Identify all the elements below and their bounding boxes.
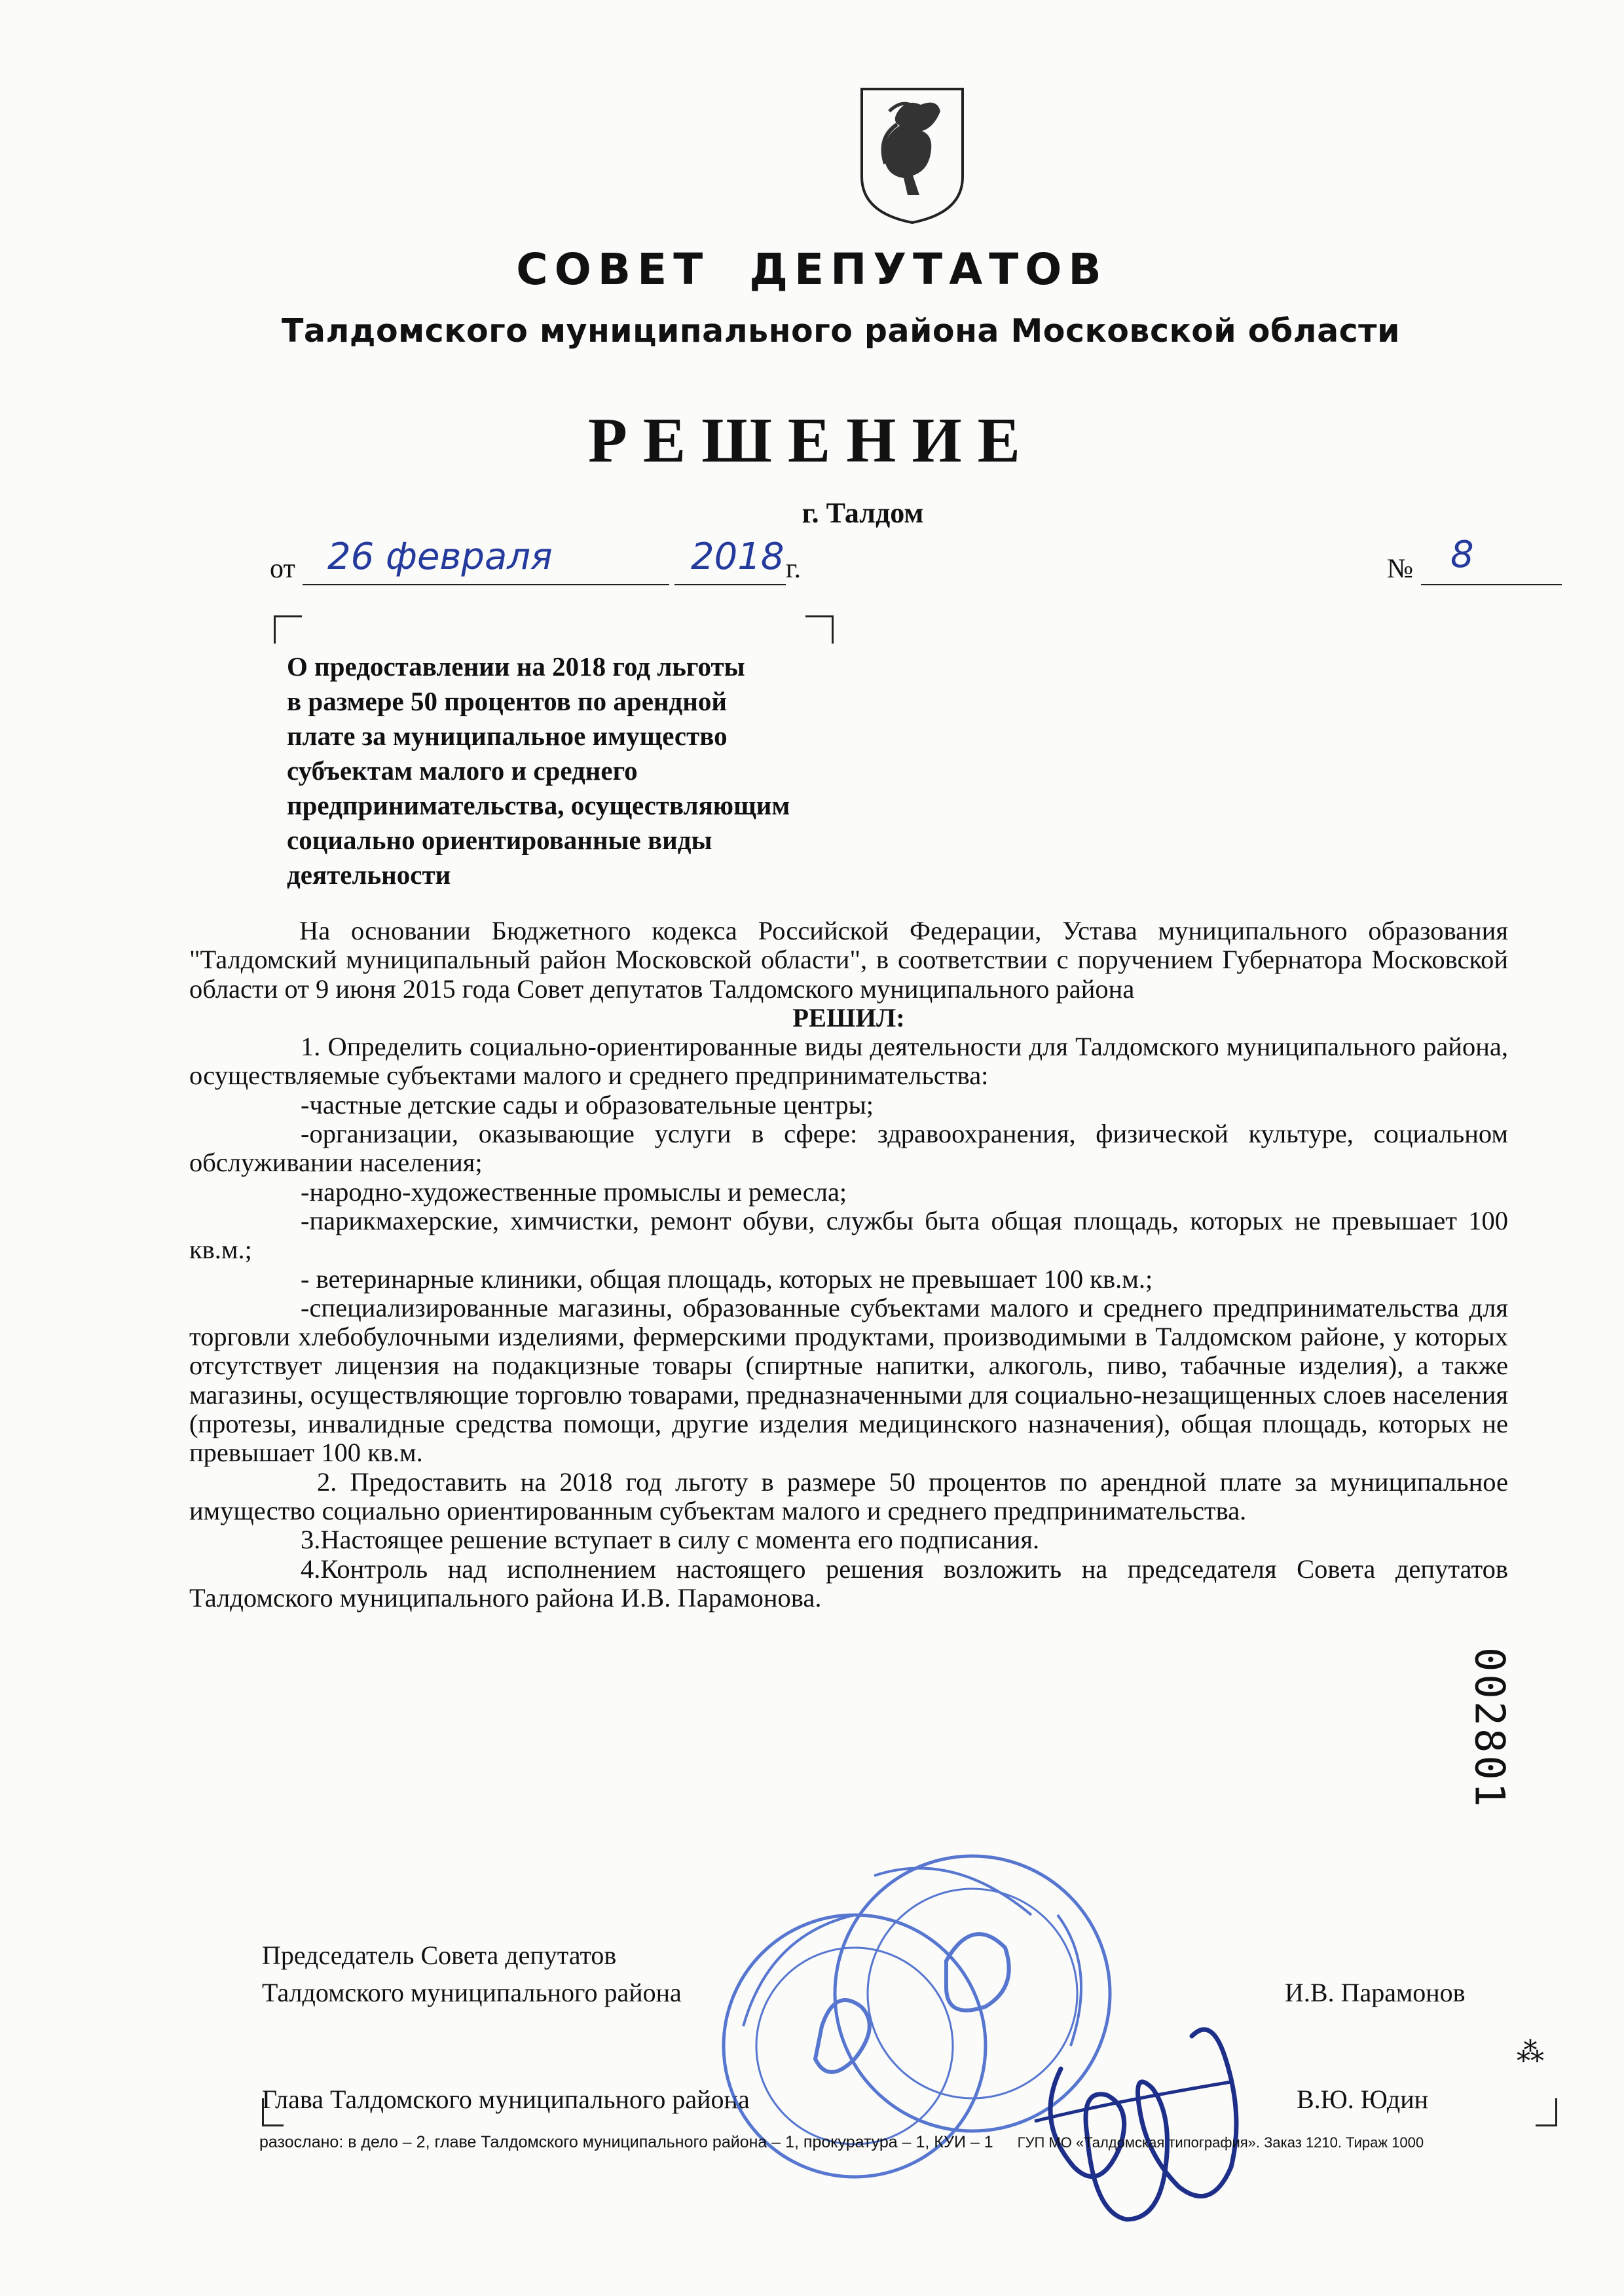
handwritten-number: 8 (1450, 534, 1474, 576)
date-underline (303, 584, 669, 585)
document-serial-number-text: 002801 (1466, 1647, 1514, 1810)
item-1-list-entry: - ветеринарные клиники, общая площадь, которых не превышает 100 кв.м.; (301, 1264, 1153, 1294)
subject-line: деятельности (287, 860, 451, 890)
distribution-list: разослано: в дело – 2, главе Талдомского муниципального района – 1, прокуратура – 1, КУИ – 1 (259, 2133, 993, 2151)
decision-subject (287, 649, 876, 892)
chair-title-line-1: Председатель Совета депутатов (262, 1941, 617, 1970)
item-2: 2. Предоставить на 2018 год льготу в размере 50 процентов по арендной плате за муниципальное имущество социально ориентированным субъектам малого и среднего предпринимательства. (189, 1467, 1508, 1525)
subject-line: плате за муниципальное имущество (287, 721, 728, 751)
handwritten-signature (1022, 1990, 1257, 2239)
item-1-list-entry: -народно-художественные промыслы и ремесла; (301, 1176, 847, 1207)
subject-line: субъектам малого и среднего (287, 756, 638, 786)
number-prefix: № (1387, 554, 1414, 584)
year-suffix: г. (786, 554, 801, 584)
margin-asterisk-mark: ⁂ (1517, 2038, 1544, 2068)
subject-bracket-left (274, 615, 302, 644)
city-label: г. Талдом (802, 497, 924, 529)
handwritten-date: 26 февраля (327, 536, 553, 578)
document-type-heading: РЕШЕНИЕ (587, 405, 1037, 476)
signature-bracket-right (1536, 2098, 1557, 2126)
district-title: Талдомского муниципального района Московской области (282, 312, 1400, 350)
item-1-list-entry: -парикмахерские, химчистки, ремонт обуви, службы быта общая площадь, которых не превышает 100 кв.м.; (189, 1205, 1508, 1265)
item-4: 4.Контроль над исполнением настоящего решения возложить на председателя Совета депутатов Талдомского муниципального района И.В. Парамонова. (189, 1554, 1508, 1613)
distribution-footer (259, 2133, 1424, 2152)
number-underline (1421, 584, 1562, 585)
subject-line: социально ориентированные виды (287, 825, 712, 855)
head-name: В.Ю. Юдин (1297, 2085, 1429, 2114)
year-underline (674, 584, 786, 585)
item-1-list-entry: -частные детские сады и образовательные центры; (301, 1089, 874, 1120)
item-3: 3.Настоящее решение вступает в силу с момента его подписания. (301, 1525, 1040, 1555)
preamble: На основании Бюджетного кодекса Российской Федерации, Устава муниципального образования "Талдомский муниципальный район Московской области", в соответствии с поручением Губернатора Московской области от 9 июня 2015 года Совет депутатов Талдомского муниципального района (189, 916, 1508, 1004)
signature-bracket-left (262, 2098, 284, 2126)
date-prefix: от (270, 554, 295, 584)
item-1: 1. Определить социально-ориентированные виды деятельности для Талдомского муниципального района, осуществляемые субъектами малого и среднего предпринимательства: (189, 1032, 1508, 1091)
decided-heading: РЕШИЛ: (792, 1002, 905, 1032)
document-serial-number (1464, 1591, 1516, 1866)
printer-note: ГУП МО «Талдомская типография». Заказ 1210. Тираж 1000 (1017, 2134, 1424, 2151)
subject-bracket-right (805, 615, 834, 644)
subject-line: в размере 50 процентов по арендной (287, 686, 728, 716)
subject-line: О предоставлении на 2018 год льготы (287, 651, 745, 682)
chair-title-line-2: Талдомского муниципального района (262, 1978, 682, 2007)
item-1-list-entry: -специализированные магазины, образованные субъектами малого и среднего предпринимательства для торговли хлебобулочными изделиями, фермерскими продуктами, производимыми в Талдомском районе, у которых отсутствует лицензия на подакцизные товары (спиртные напитки, алкоголь, пиво, табачные изделия), а также магазины, осуществляющие торговлю товарами, предназначенными для социально-незащищенных слоев населения (протезы, инвалидные средства помощи, другие изделия медицинского назначения), общая площадь, которых не превышает 100 кв.м. (189, 1292, 1508, 1468)
date-line (0, 0, 1624, 655)
decision-body (189, 917, 1508, 1613)
council-title: СОВЕТ ДЕПУТАТОВ (516, 244, 1108, 295)
head-title: Глава Талдомского муниципального района (262, 2085, 750, 2114)
item-1-list-entry: -организации, оказывающие услуги в сфере: здравоохранения, физической культуре, социальном обслуживании населения; (189, 1119, 1508, 1178)
subject-line: предпринимательства, осуществляющим (287, 790, 790, 820)
handwritten-year: 2018 (691, 536, 784, 578)
chair-name: И.В. Парамонов (1285, 1978, 1466, 2007)
